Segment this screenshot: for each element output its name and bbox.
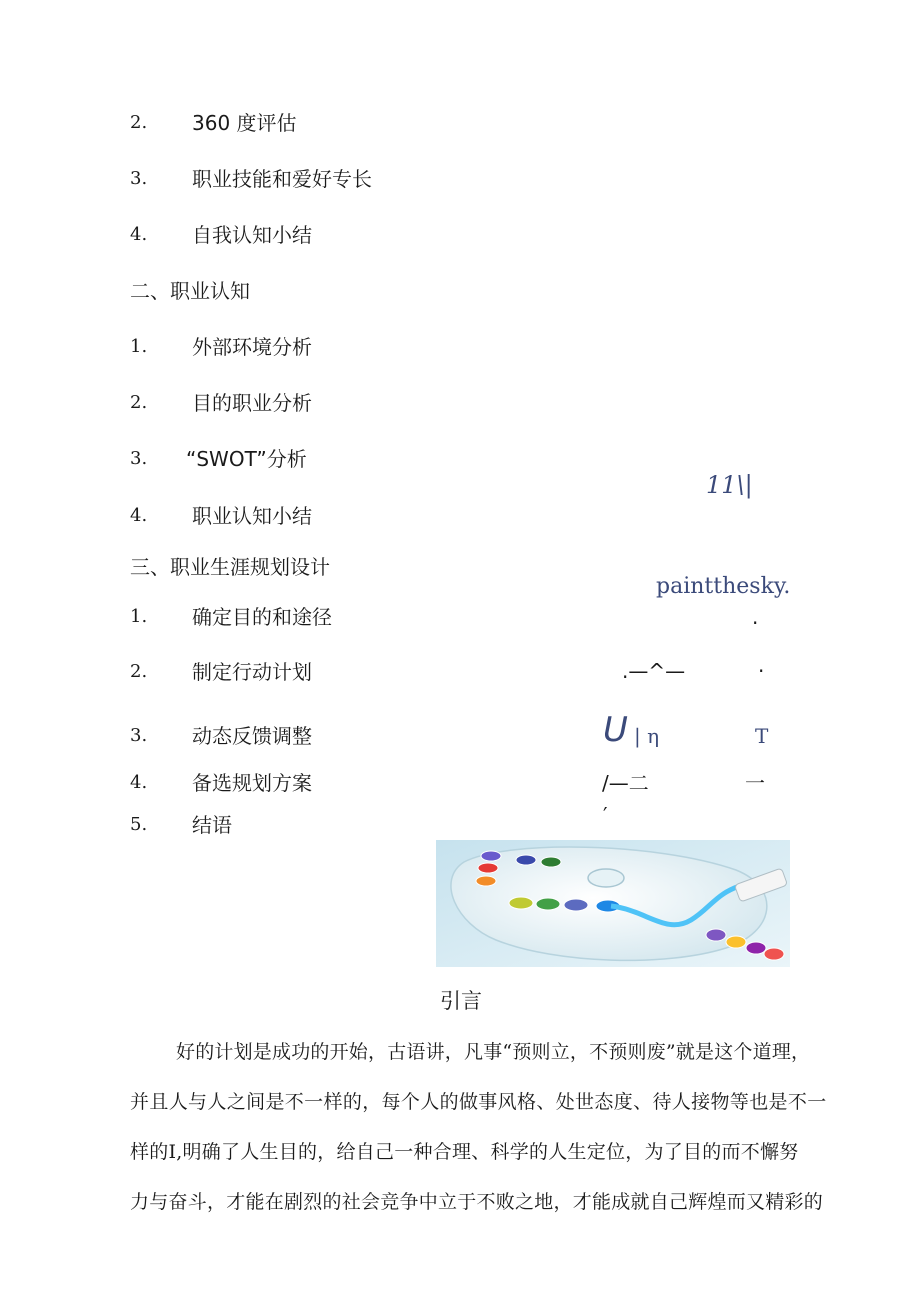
toc-number: 1.	[130, 336, 148, 357]
toc-section-career-planning: 三、职业生涯规划设计	[130, 555, 330, 579]
toc-number: 2.	[130, 112, 148, 133]
artifact-dash: 一	[745, 771, 765, 795]
artifact-tick: ′	[603, 803, 608, 827]
toc-item-goals: 确定目的和途径	[192, 605, 332, 629]
toc-number: 2.	[130, 392, 148, 413]
toc-number: 2.	[130, 661, 148, 682]
toc-number: 4.	[130, 224, 148, 245]
intro-line: 样的Ⅰ,明确了人生目的，给自己一种合理、科学的人生定位，为了目的而不懈努	[130, 1141, 799, 1163]
toc-number: 3.	[130, 448, 148, 469]
intro-line: 力与奋斗，才能在剧烈的社会竞争中立于不败之地，才能成就自己辉煌而又精彩的	[130, 1191, 824, 1213]
toc-number: 4.	[130, 505, 148, 526]
toc-item-skills: 职业技能和爱好专长	[192, 167, 372, 191]
artifact-u: U	[603, 710, 628, 750]
toc-item-360-evaluation: 360 度评估	[192, 111, 297, 135]
artifact-dot: ·	[758, 659, 765, 683]
toc-item-target-career: 目的职业分析	[192, 391, 312, 415]
toc-item-alternative: 备选规划方案	[192, 771, 312, 795]
toc-number: 5.	[130, 814, 148, 835]
paint-palette-image	[436, 840, 790, 967]
intro-heading: 引言	[440, 989, 482, 1013]
toc-number: 3.	[130, 168, 148, 189]
artifact-dashes: .—^—	[622, 659, 686, 683]
artifact-t: T	[755, 724, 769, 748]
toc-item-swot: “SWOT”分析	[186, 447, 307, 471]
artifact-slash: /—二	[602, 771, 649, 795]
toc-item-external-env: 外部环境分析	[192, 335, 312, 359]
toc-item-self-summary: 自我认知小结	[192, 223, 312, 247]
toc-number: 4.	[130, 772, 148, 793]
intro-line: 好的计划是成功的开始，古语讲，凡事“预则立，不预则废”就是这个道理，	[176, 1041, 811, 1063]
intro-line: 并且人与人之间是不一样的，每个人的做事风格、处世态度、待人接物等也是不一	[130, 1091, 827, 1113]
toc-section-career-cognition: 二、职业认知	[130, 279, 250, 303]
artifact-text: 11\|	[706, 471, 753, 499]
logo-text: paintthesky.	[656, 574, 791, 599]
artifact-dot: .	[752, 605, 759, 629]
toc-number: 3.	[130, 725, 148, 746]
toc-item-feedback: 动态反馈调整	[192, 724, 312, 748]
toc-number: 1.	[130, 606, 148, 627]
artifact-bar-eta: | η	[634, 724, 660, 748]
toc-item-conclusion: 结语	[192, 813, 232, 837]
toc-item-career-summary: 职业认知小结	[192, 504, 312, 528]
toc-item-action-plan: 制定行动计划	[192, 660, 312, 684]
